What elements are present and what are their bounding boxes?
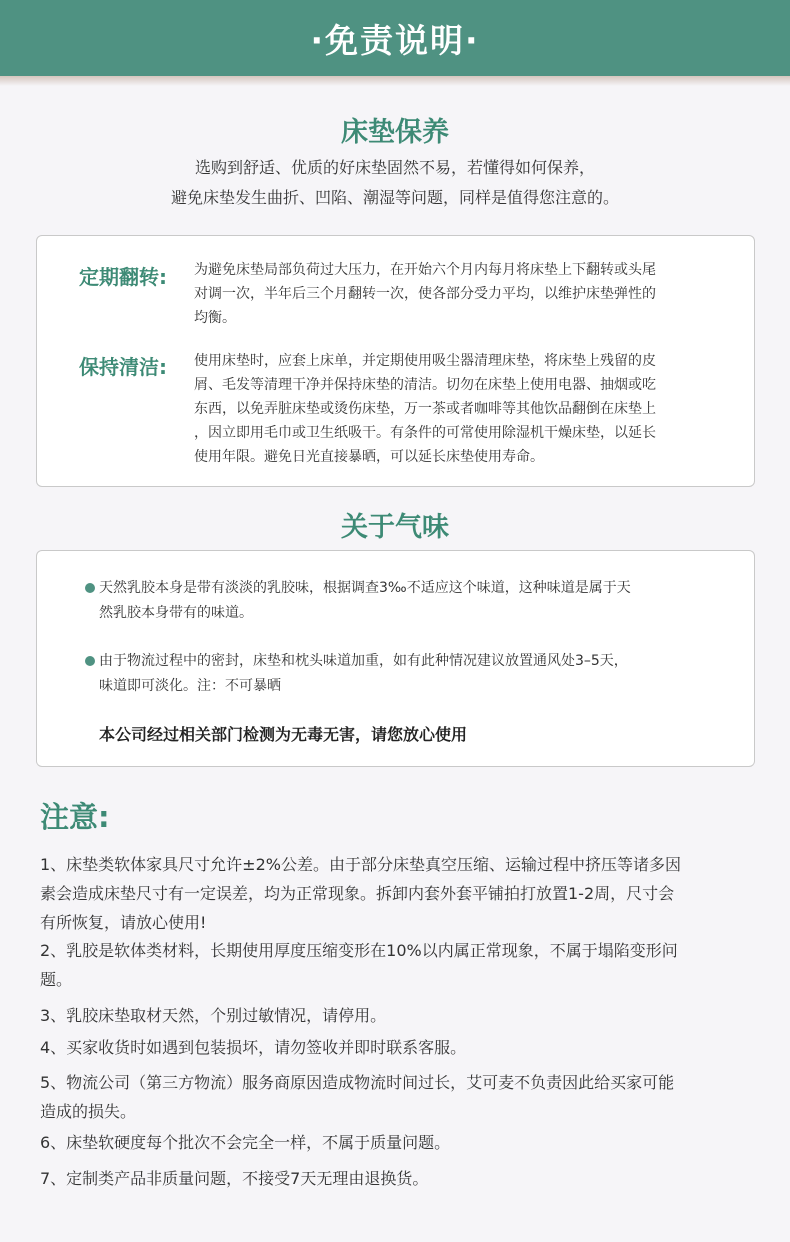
odor-bullet — [99, 576, 631, 626]
odor-bullet-line: 然乳胶本身带有的味道。 — [99, 605, 253, 621]
notice-item-line: 6、床垫软硬度每个批次不会完全一样，不属于质量问题。 — [40, 1133, 451, 1152]
flip-text-line: 对调一次，半年后三个月翻转一次，使各部分受力平均，以维护床垫弹性的 — [194, 286, 656, 302]
flip-label: 定期翻转: — [79, 265, 167, 289]
notice-item — [40, 1128, 760, 1157]
notice-item-line: 2、乳胶是软体类材料，长期使用厚度压缩变形在10%以内属正常现象，不属于塌陷变形问 — [40, 941, 678, 960]
notice-item-line: 素会造成床垫尺寸有一定误差，均为正常现象。拆卸内套外套平铺拍打放置1-2周，尺寸会 — [40, 884, 675, 903]
notice-item-line: 1、床垫类软体家具尺寸允许±2%公差。由于部分床垫真空压缩、运输过程中挤压等诸多因 — [40, 855, 681, 874]
maintenance-intro-line: 避免床垫发生曲折、凹陷、潮湿等问题，同样是值得您注意的。 — [170, 188, 619, 207]
notice-item-line: 题。 — [40, 970, 73, 989]
maintenance-title: 床垫保养 — [341, 117, 449, 148]
notice-item-line: 7、定制类产品非质量问题，不接受7天无理由退换货。 — [40, 1169, 429, 1188]
odor-bullet-line: 天然乳胶本身是带有淡淡的乳胶味，根据调查3‰不适应这个味道，这种味道是属于天 — [99, 580, 631, 596]
odor-card — [36, 550, 755, 767]
notice-item — [40, 936, 760, 994]
clean-text-line: ，因立即用毛巾或卫生纸吸干。有条件的可常使用除湿机干燥床垫，以延长 — [194, 425, 656, 441]
notice-item-line: 3、乳胶床垫取材天然，个别过敏情况，请停用。 — [40, 1006, 387, 1025]
certification-note: 本公司经过相关部门检测为无毒无害，请您放心使用 — [99, 725, 468, 744]
odor-bullet-line: 味道即可淡化。注：不可暴晒 — [99, 678, 281, 694]
clean-text-line: 使用床垫时，应套上床单，并定期使用吸尘器清理床垫，将床垫上残留的皮 — [194, 353, 656, 369]
clean-label: 保持清洁: — [79, 355, 167, 379]
notice-item-line: 造成的损失。 — [40, 1102, 137, 1121]
maintenance-card — [36, 235, 755, 487]
bullet-dot-icon — [85, 583, 95, 593]
clean-text-line: 屑、毛发等清理干净并保持床垫的清洁。切勿在床垫上使用电器、抽烟或吃 — [194, 377, 656, 393]
flip-text-line: 为避免床垫局部负荷过大压力，在开始六个月内每月将床垫上下翻转或头尾 — [194, 262, 656, 278]
bullet-dot-icon — [85, 656, 95, 666]
notice-item — [40, 1001, 760, 1030]
flip-text — [194, 258, 734, 330]
notice-item — [40, 1068, 760, 1126]
notice-item-line: 有所恢复，请放心使用! — [40, 913, 207, 932]
flip-text-line: 均衡。 — [194, 310, 236, 326]
header-banner — [0, 0, 790, 76]
odor-bullet-line: 由于物流过程中的密封，床垫和枕头味道加重，如有此种情况建议放置通风处3–5天， — [99, 653, 628, 669]
notice-heading: 注意: — [40, 800, 110, 834]
page-title: ·免责说明· — [310, 20, 480, 60]
clean-text — [194, 349, 734, 469]
notice-item — [40, 850, 760, 937]
odor-title: 关于气味 — [341, 512, 449, 543]
clean-text-line: 使用年限。避免日光直接暴晒，可以延长床垫使用寿命。 — [194, 449, 544, 465]
maintenance-intro-line: 选购到舒适、优质的好床垫固然不易，若懂得如何保养， — [194, 158, 595, 177]
odor-bullet — [99, 649, 628, 699]
banner-shadow — [0, 76, 790, 86]
clean-text-line: 东西，以免弄脏床垫或烫伤床垫，万一茶或者咖啡等其他饮品翻倒在床垫上 — [194, 401, 656, 417]
notice-item — [40, 1164, 760, 1193]
notice-item-line: 4、买家收货时如遇到包装损坏，请勿签收并即时联系客服。 — [40, 1038, 467, 1057]
notice-item-line: 5、物流公司（第三方物流）服务商原因造成物流时间过长，艾可麦不负责因此给买家可能 — [40, 1073, 675, 1092]
notice-item — [40, 1033, 760, 1062]
